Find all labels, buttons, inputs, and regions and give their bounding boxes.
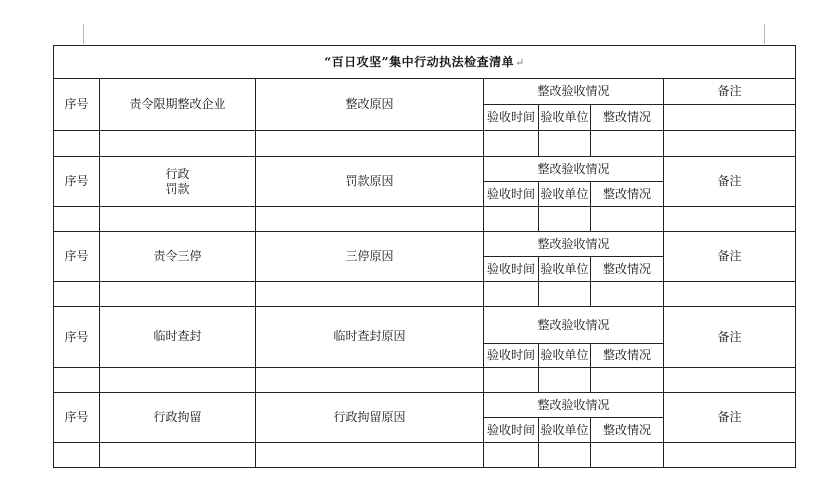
acceptance-time-cell[interactable]: 验收时间 — [484, 182, 539, 207]
note-empty-cell[interactable] — [664, 105, 796, 131]
blank-cell[interactable] — [591, 368, 664, 393]
acceptance-unit-cell[interactable]: 验收单位 — [539, 344, 591, 368]
acceptance-time-cell[interactable]: 验收时间 — [484, 257, 539, 282]
blank-cell[interactable] — [591, 282, 664, 307]
blank-cell[interactable] — [100, 368, 256, 393]
acceptance-header-cell[interactable]: 整改验收情况 — [484, 79, 664, 105]
acceptance-unit-cell[interactable]: 验收单位 — [539, 257, 591, 282]
blank-data-row — [54, 282, 796, 307]
blank-cell[interactable] — [539, 368, 591, 393]
acceptance-header-cell[interactable]: 整改验收情况 — [484, 157, 664, 182]
subject-line: 行政 — [165, 166, 190, 181]
blank-cell[interactable] — [54, 282, 100, 307]
rectification-status-cell[interactable]: 整改情况 — [591, 257, 664, 282]
acceptance-unit-cell[interactable]: 验收单位 — [539, 182, 591, 207]
subject-line: 罚款 — [165, 181, 190, 196]
section-header-row — [54, 393, 796, 418]
note-header-cell[interactable]: 备注 — [664, 307, 796, 368]
rectification-status-cell[interactable]: 整改情况 — [591, 105, 664, 131]
section-header-row — [54, 307, 796, 344]
rectification-status-cell[interactable]: 整改情况 — [591, 344, 664, 368]
acceptance-time-cell[interactable]: 验收时间 — [484, 418, 539, 443]
subject-header-cell[interactable]: 责令三停 — [100, 232, 256, 282]
seq-header-cell[interactable]: 序号 — [54, 79, 100, 131]
acceptance-header-cell[interactable]: 整改验收情况 — [484, 393, 664, 418]
blank-cell[interactable] — [256, 443, 484, 468]
acceptance-time-cell[interactable]: 验收时间 — [484, 344, 539, 368]
rectification-status-cell[interactable]: 整改情况 — [591, 418, 664, 443]
seq-header-cell[interactable]: 序号 — [54, 232, 100, 282]
seq-header-cell[interactable]: 序号 — [54, 307, 100, 368]
blank-data-row — [54, 207, 796, 232]
blank-cell[interactable] — [539, 207, 591, 232]
blank-cell[interactable] — [100, 443, 256, 468]
blank-cell[interactable] — [539, 443, 591, 468]
blank-cell[interactable] — [484, 368, 539, 393]
margin-mark-top-right — [764, 24, 765, 44]
acceptance-header-cell[interactable]: 整改验收情况 — [484, 232, 664, 257]
blank-cell[interactable] — [256, 207, 484, 232]
acceptance-unit-cell[interactable]: 验收单位 — [539, 105, 591, 131]
blank-cell[interactable] — [591, 207, 664, 232]
subject-header-cell[interactable]: 责令限期整改企业 — [100, 79, 256, 131]
subject-header-cell[interactable] — [100, 157, 256, 207]
subject-header-cell[interactable]: 临时查封 — [100, 307, 256, 368]
seq-header-cell[interactable]: 序号 — [54, 157, 100, 207]
blank-cell[interactable] — [591, 131, 664, 157]
note-header-cell[interactable]: 备注 — [664, 232, 796, 282]
acceptance-header-cell[interactable]: 整改验收情况 — [484, 307, 664, 344]
subject-header-cell[interactable]: 行政拘留 — [100, 393, 256, 443]
section-header-row — [54, 79, 796, 105]
title-row — [54, 46, 796, 79]
paragraph-mark: ↵ — [515, 55, 525, 69]
blank-cell[interactable] — [484, 131, 539, 157]
blank-cell[interactable] — [256, 282, 484, 307]
note-header-cell[interactable]: 备注 — [664, 79, 796, 105]
blank-cell[interactable] — [100, 207, 256, 232]
blank-cell[interactable] — [100, 282, 256, 307]
blank-cell[interactable] — [100, 131, 256, 157]
blank-cell[interactable] — [664, 131, 796, 157]
blank-cell[interactable] — [664, 207, 796, 232]
inspection-checklist-table — [53, 45, 796, 468]
blank-cell[interactable] — [484, 207, 539, 232]
seq-header-cell[interactable]: 序号 — [54, 393, 100, 443]
reason-header-cell[interactable]: 罚款原因 — [256, 157, 484, 207]
reason-header-cell[interactable]: 整改原因 — [256, 79, 484, 131]
reason-header-cell[interactable]: 三停原因 — [256, 232, 484, 282]
blank-cell[interactable] — [256, 131, 484, 157]
reason-header-cell[interactable]: 临时查封原因 — [256, 307, 484, 368]
section-header-row — [54, 157, 796, 182]
blank-cell[interactable] — [539, 131, 591, 157]
note-header-cell[interactable]: 备注 — [664, 393, 796, 443]
blank-cell[interactable] — [54, 368, 100, 393]
rectification-status-cell[interactable]: 整改情况 — [591, 182, 664, 207]
blank-cell[interactable] — [484, 443, 539, 468]
section-header-row — [54, 232, 796, 257]
blank-cell[interactable] — [664, 368, 796, 393]
acceptance-time-cell[interactable]: 验收时间 — [484, 105, 539, 131]
blank-cell[interactable] — [54, 131, 100, 157]
blank-data-row — [54, 368, 796, 393]
blank-cell[interactable] — [664, 282, 796, 307]
blank-cell[interactable] — [54, 443, 100, 468]
blank-data-row — [54, 443, 796, 468]
blank-cell[interactable] — [591, 443, 664, 468]
blank-cell[interactable] — [54, 207, 100, 232]
document-title-cell[interactable] — [54, 46, 796, 79]
acceptance-unit-cell[interactable]: 验收单位 — [539, 418, 591, 443]
note-header-cell[interactable]: 备注 — [664, 157, 796, 207]
blank-cell[interactable] — [539, 282, 591, 307]
blank-cell[interactable] — [484, 282, 539, 307]
blank-cell[interactable] — [664, 443, 796, 468]
blank-cell[interactable] — [256, 368, 484, 393]
reason-header-cell[interactable]: 行政拘留原因 — [256, 393, 484, 443]
document-title: “百日攻坚”集中行动执法检查清单 — [324, 54, 515, 69]
blank-data-row — [54, 131, 796, 157]
margin-mark-top-left — [83, 24, 84, 44]
